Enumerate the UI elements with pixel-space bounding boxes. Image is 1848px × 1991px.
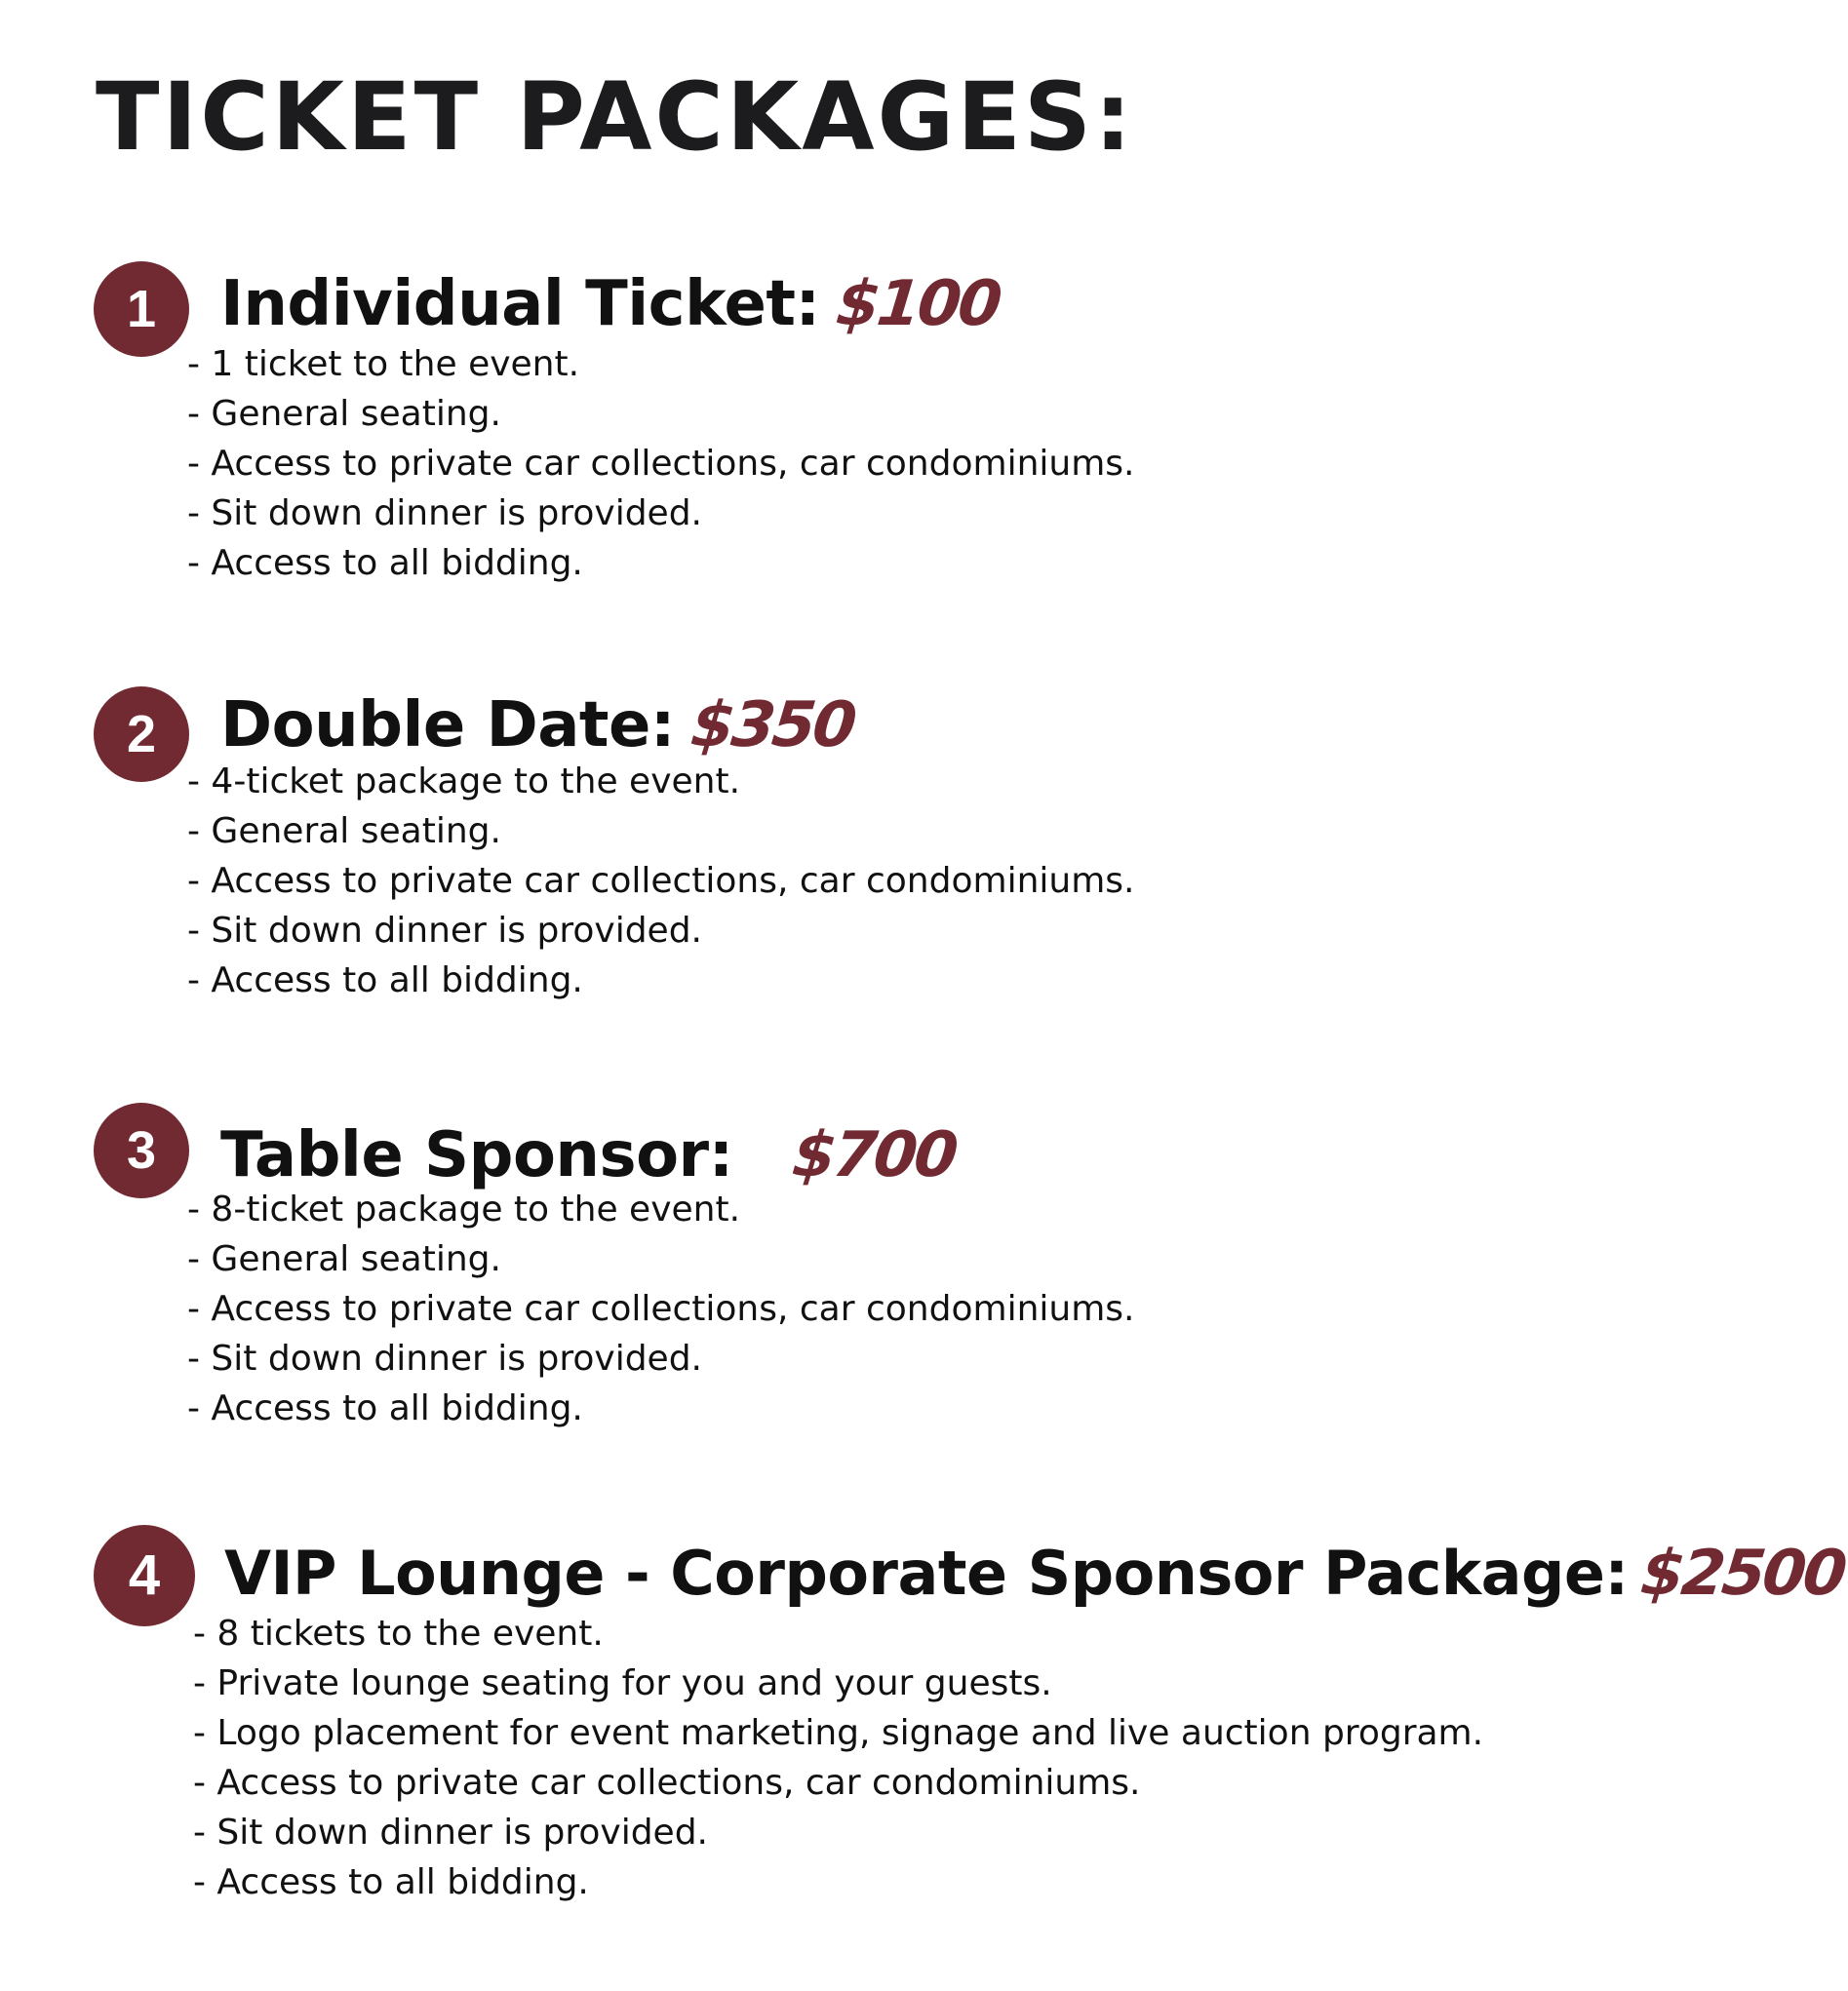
feature-item: - Sit down dinner is provided. bbox=[187, 1339, 702, 1379]
feature-item: - Access to private car collections, car condominiums. bbox=[187, 1289, 1135, 1329]
feature-item: - Access to all bidding. bbox=[187, 960, 583, 1000]
feature-item: - 4-ticket package to the event. bbox=[187, 761, 741, 801]
feature-item: - Access to private car collections, car condominiums. bbox=[187, 444, 1135, 484]
package-number-badge: 3 bbox=[94, 1103, 189, 1198]
feature-item: - Logo placement for event marketing, signage and live auction program. bbox=[193, 1713, 1484, 1753]
feature-list bbox=[193, 1609, 1483, 1907]
package-name: Double Date: bbox=[220, 689, 675, 761]
package-name: VIP Lounge - Corporate Sponsor Package: bbox=[224, 1538, 1629, 1609]
feature-item: - General seating. bbox=[187, 394, 501, 434]
package-heading bbox=[220, 265, 1003, 343]
feature-item: - Sit down dinner is provided. bbox=[187, 493, 702, 533]
feature-item: - Access to private car collections, car condominiums. bbox=[193, 1763, 1141, 1803]
package-heading bbox=[220, 1116, 959, 1194]
package-price: $2500 bbox=[1636, 1538, 1848, 1610]
feature-list bbox=[187, 757, 1134, 1005]
feature-item: - 1 ticket to the event. bbox=[187, 344, 580, 384]
package-price: $100 bbox=[832, 268, 1003, 340]
package-heading bbox=[220, 686, 858, 764]
feature-item: - Sit down dinner is provided. bbox=[193, 1813, 708, 1853]
feature-list bbox=[187, 339, 1134, 588]
package-price: $350 bbox=[688, 689, 858, 761]
package-heading bbox=[224, 1535, 1848, 1613]
feature-item: - 8 tickets to the event. bbox=[193, 1614, 604, 1654]
feature-item: - General seating. bbox=[187, 1239, 501, 1279]
feature-item: - Sit down dinner is provided. bbox=[187, 911, 702, 951]
feature-item: - General seating. bbox=[187, 811, 501, 851]
package-number-badge: 1 bbox=[94, 261, 189, 357]
package-name: Table Sponsor: bbox=[220, 1119, 733, 1191]
feature-item: - Access to all bidding. bbox=[187, 1388, 583, 1428]
package-number-badge: 2 bbox=[94, 686, 189, 782]
feature-item: - Private lounge seating for you and your guests. bbox=[193, 1663, 1052, 1703]
package-name: Individual Ticket: bbox=[220, 268, 820, 340]
feature-list bbox=[187, 1185, 1134, 1433]
page-title: TICKET PACKAGES: bbox=[96, 62, 1135, 172]
feature-item: - Access to all bidding. bbox=[187, 543, 583, 583]
package-price: $700 bbox=[788, 1119, 959, 1191]
feature-item: - Access to private car collections, car condominiums. bbox=[187, 861, 1135, 901]
feature-item: - Access to all bidding. bbox=[193, 1862, 589, 1902]
package-number-badge: 4 bbox=[94, 1525, 195, 1626]
feature-item: - 8-ticket package to the event. bbox=[187, 1190, 741, 1230]
